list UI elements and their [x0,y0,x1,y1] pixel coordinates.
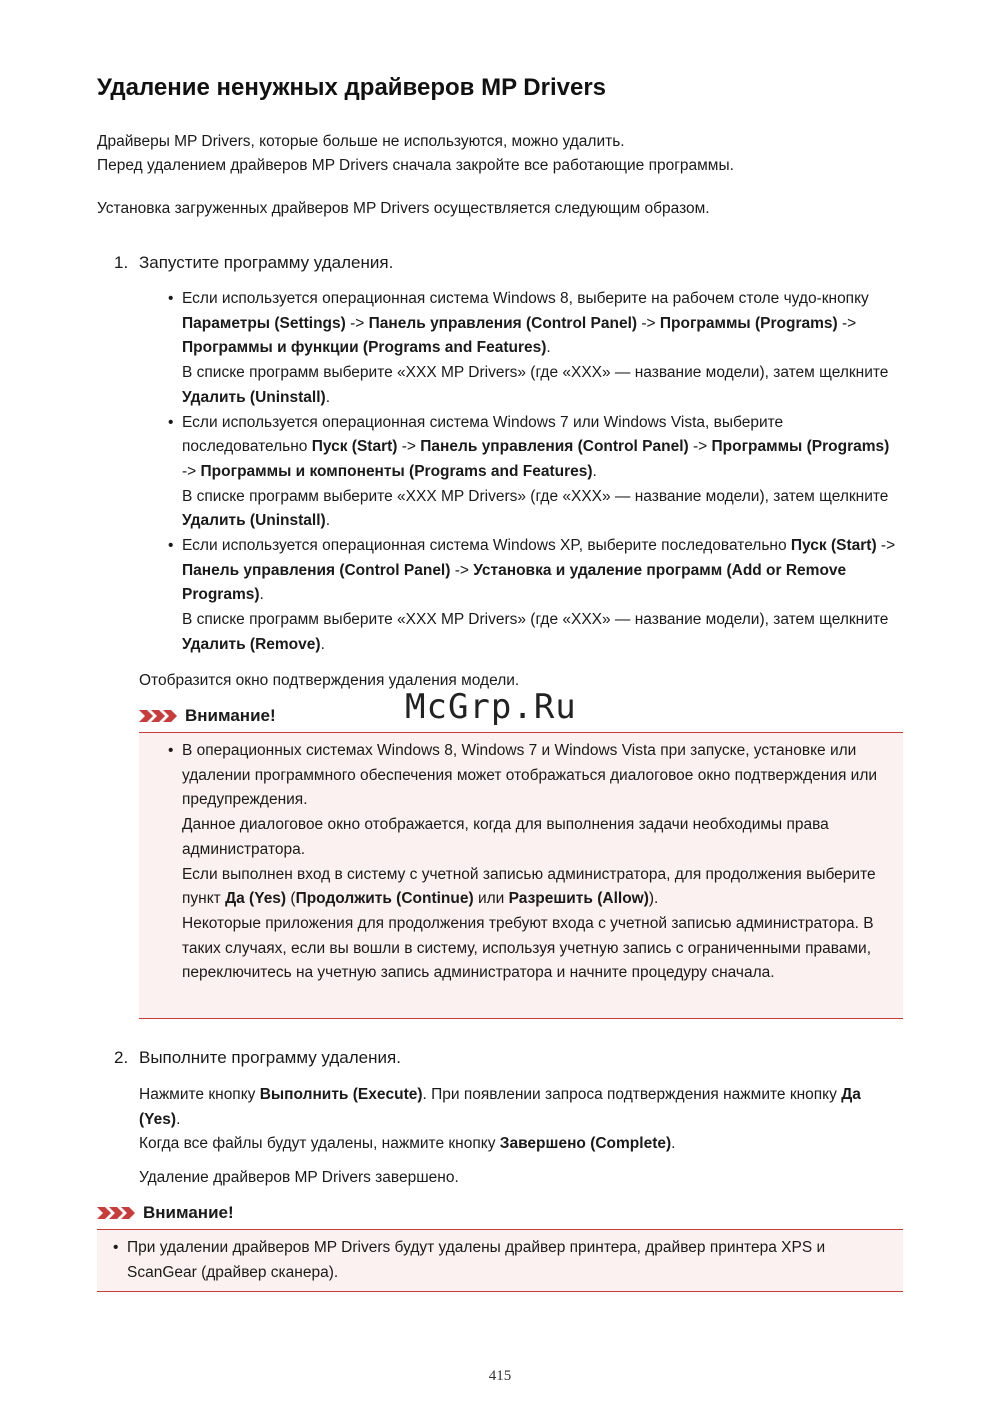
step-1-title: Запустите программу удаления. [139,253,394,272]
option-continue: Продолжить (Continue) [295,890,474,908]
bullet-windows-7-vista: • Если используется операционная система Windows 7 или Windows Vista, выберите последовательно Пуск (Start) -> Панель управления (Control Panel) -> Программы (Programs) -> Программы и компоненты (Programs and Features). В списке программ выберите «XXX MP Drivers» (где «XXX» — название модели), затем щелкните Удалить (Uninstall). [168,411,898,535]
button-execute: Выполнить (Execute) [259,1086,423,1103]
note-2-list [113,1236,893,1285]
step-2-para-3: Удаление драйверов MP Drivers завершено. [139,1169,459,1186]
option-yes: Да (Yes) [225,890,287,908]
menu-path-programs: Программы (Programs) [659,314,838,332]
note-1-box [139,732,903,1019]
bullet-dot: • [168,290,174,307]
attention-arrows-icon [97,1205,137,1221]
note-1-para-4: Некоторые приложения для продолжения требуют входа с учетной записью администратора. В таких случаях, если вы вошли в систему, используя учетную запись с ограниченными правами, переключитесь на учетную запись администратора и начните процедуру сначала. [182,914,874,982]
note-1-para-2: Данное диалоговое окно отображается, когда для выполнения задачи необходимы права администратора. [182,816,829,858]
bullet-windows-8: • Если используется операционная система Windows 8, выберите на рабочем столе чудо-кнопку Параметры (Settings) -> Панель управления (Control Panel) -> Программы (Programs) -> Программы и функции (Programs and Features). В списке программ выберите «XXX MP Drivers» (где «XXX» — название модели), затем щелкните Удалить (Uninstall). [168,287,898,411]
note-2-item [113,1236,893,1285]
bullet-dot: • [168,413,174,431]
note-1-heading [139,704,276,728]
bullet-dot: • [113,1239,119,1256]
menu-path-programs-components: Программы и компоненты (Programs and Features) [200,462,593,480]
note-1-item: • В операционных системах Windows 8, Windows 7 и Windows Vista при запуске, установке или удалении программного обеспечения может отображаться диалоговое окно подтверждения или предупреждения. Данное диалоговое окно отображается, когда для выполнения задачи необходимы права администратора. Если выполнен вход в систему с учетной записью администратора, для продолжения выберите пункт Да (Yes) (Продолжить (Continue) или Разрешить (Allow)). Некоторые приложения для продолжения требуют входа с учетной записью администратора. В таких случаях, если вы вошли в систему, используя учетную запись с ограниченными правами, переключитесь на учетную запись администратора и начните процедуру сначала. [168,739,878,986]
attention-arrows-icon [139,708,179,724]
menu-path-start: Пуск (Start) [311,438,398,456]
menu-path-programs-features: Программы и функции (Programs and Features) [182,339,547,357]
page-number: 415 [488,1368,512,1384]
note-1-list [168,739,878,986]
step-1-after-text: Отобразится окно подтверждения удаления модели. [139,672,520,689]
step-1-bullets [168,287,898,658]
step-2-title: Выполните программу удаления. [139,1048,401,1067]
intro-line-3: Установка загруженных драйверов MP Drivers осуществляется следующим образом. [97,200,710,217]
option-allow: Разрешить (Allow) [508,890,649,908]
menu-path-uninstall: Удалить (Uninstall) [182,388,326,406]
menu-path-programs: Программы (Programs) [711,438,890,456]
menu-path-add-remove: Установка и удаление программ (Add or Remove Programs) [182,561,847,604]
note-2-para-1: При удалении драйверов MP Drivers будут удалены драйвер принтера, драйвер принтера XPS и ScanGear (драйвер сканера). [127,1239,826,1281]
note-1-para-1: В операционных системах Windows 8, Windows 7 и Windows Vista при запуске, установке или удалении программного обеспечения может отображаться диалоговое окно подтверждения или предупреждения. [182,742,878,809]
page-title: Удаление ненужных драйверов MP Drivers [97,74,607,101]
intro-line-2: Перед удалением драйверов MP Drivers сначала закройте все работающие программы. [97,157,734,174]
note-2-heading-text: Внимание! [143,1203,234,1222]
note-2-box [97,1229,903,1292]
step-2-number: 2. [114,1048,129,1067]
note-1-heading-text: Внимание! [185,706,276,725]
menu-path-settings: Параметры (Settings) [182,314,346,332]
intro-line-1: Драйверы MP Drivers, которые больше не используются, можно удалить. [97,133,625,150]
button-complete: Завершено (Complete) [499,1135,672,1153]
step-1-number: 1. [114,253,129,272]
button-yes: Да (Yes) [139,1086,861,1128]
menu-path-start: Пуск (Start) [790,537,877,555]
bullet-dot: • [168,742,174,759]
menu-path-uninstall: Удалить (Uninstall) [182,512,326,530]
menu-path-remove: Удалить (Remove) [182,635,321,653]
menu-path-control-panel: Панель управления (Control Panel) [182,561,451,579]
note-2-heading [97,1201,234,1225]
step-2-para-1: Нажмите кнопку Выполнить (Execute). При появлении запроса подтверждения нажмите кнопку Да (Yes). Когда все файлы будут удалены, нажмите кнопку Завершено (Complete). [139,1086,861,1153]
bullet-dot: • [168,537,174,555]
menu-path-control-panel: Панель управления (Control Panel) [368,314,638,332]
menu-path-control-panel: Панель управления (Control Panel) [420,438,689,456]
bullet-windows-xp: • Если используется операционная система Windows XP, выберите последовательно Пуск (Start) -> Панель управления (Control Panel) -> Установка и удаление программ (Add or Remove Programs). В списке программ выберите «XXX MP Drivers» (где «XXX» — название модели), затем щелкните Удалить (Remove). [168,534,898,658]
watermark: McGrp.Ru [405,687,577,727]
